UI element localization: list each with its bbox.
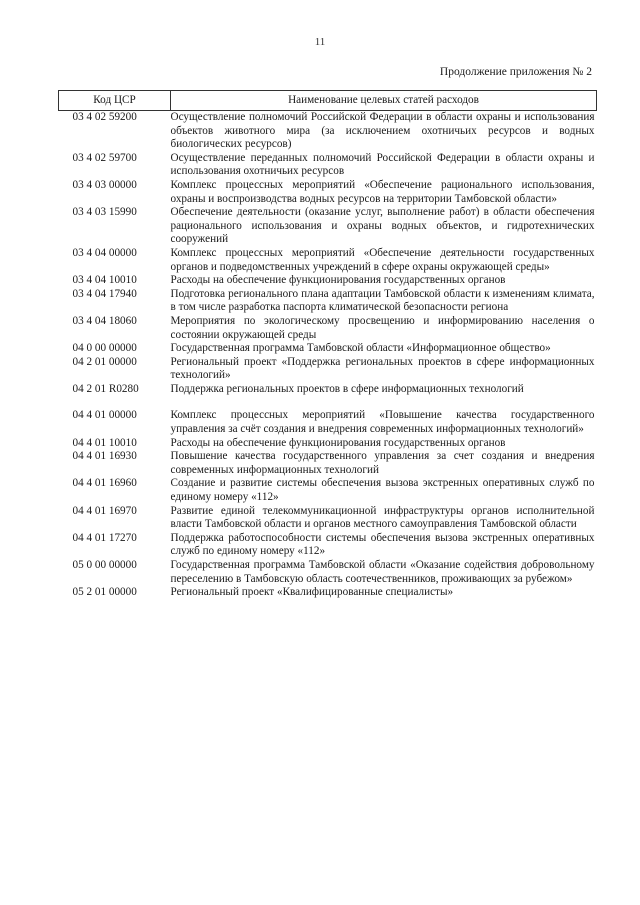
row-code: 04 2 01 00000 — [72, 355, 137, 368]
table-row — [59, 396, 597, 436]
table-row — [59, 437, 597, 451]
row-code: 03 4 04 00000 — [72, 246, 137, 259]
table-row — [59, 450, 597, 477]
row-name: Обеспечение деятельности (оказание услуг, выполнение работ) в области обеспечения рационального использования и охраны водных объектов, и гидротехнических сооружений — [170, 206, 595, 246]
header-name: Наименование целевых статей расходов — [171, 91, 597, 111]
row-code: 04 0 00 00000 — [72, 342, 137, 355]
table-row — [59, 111, 597, 152]
row-name: Осуществление переданных полномочий Российской Федерации в области охраны и использования охотничьих ресурсов — [170, 151, 595, 178]
table-row — [59, 342, 597, 356]
row-code: 05 2 01 00000 — [72, 586, 137, 599]
row-name: Государственная программа Тамбовской области «Информационное общество» — [170, 342, 551, 355]
table-row — [59, 477, 597, 504]
row-name: Осуществление полномочий Российской Федерации в области охраны и использования объектов животного мира (за исключением охотничьих ресурсов и водных биологических ресурсов) — [170, 111, 595, 151]
row-name: Комплекс процессных мероприятий «Обеспечение деятельности государственных органов и подведомственных учреждений в сфере охраны окружающей среды» — [170, 246, 595, 273]
table-row — [59, 586, 597, 600]
row-code: 04 4 01 16930 — [72, 450, 137, 463]
row-name: Государственная программа Тамбовской области «Оказание содействия добровольному переселению в Тамбовскую область соотечественников, проживающих за рубежом» — [170, 559, 595, 585]
row-code: 04 4 01 17270 — [72, 531, 137, 544]
table-row — [59, 288, 597, 315]
table-row — [59, 206, 597, 247]
target-articles-table — [58, 90, 597, 600]
row-code: 04 2 01 R0280 — [72, 382, 139, 395]
row-code: 03 4 03 15990 — [72, 206, 137, 219]
appendix-continuation-label: Продолжение приложения № 2 — [439, 66, 592, 78]
table-row — [59, 152, 597, 179]
row-code: 03 4 04 10010 — [72, 274, 137, 287]
table-row — [59, 532, 597, 559]
table-row — [59, 383, 597, 397]
table-row — [59, 315, 597, 342]
row-name: Расходы на обеспечение функционирования государственных органов — [170, 274, 506, 287]
row-code: 03 4 03 00000 — [72, 178, 137, 191]
row-name: Мероприятия по экологическому просвещению и информированию населения о состоянии окружающей среды — [170, 314, 595, 341]
row-name: Региональный проект «Поддержка региональных проектов в сфере информационных технологий» — [170, 355, 595, 382]
row-code: 05 0 00 00000 — [72, 559, 137, 571]
row-code: 03 4 04 17940 — [72, 287, 137, 300]
row-code: 03 4 04 18060 — [72, 314, 137, 327]
table-row — [59, 505, 597, 532]
table-row — [59, 274, 597, 288]
table-header-row — [59, 91, 597, 111]
row-name: Создание и развитие системы обеспечения вызова экстренных оперативных служб по единому номеру «112» — [170, 477, 595, 504]
row-name: Поддержка региональных проектов в сфере информационных технологий — [170, 382, 524, 395]
row-code: 04 4 01 00000 — [72, 409, 137, 422]
table-row — [59, 559, 597, 586]
table-row — [59, 356, 597, 383]
row-name: Повышение качества государственного управления за счет создания и внедрения современных информационных технологий — [170, 450, 595, 476]
table-row — [59, 179, 597, 206]
row-name: Подготовка регионального плана адаптации Тамбовской области к изменениям климата, в том числе разработка паспорта климатической безопасности региона — [170, 287, 595, 314]
page-number: 11 — [314, 36, 326, 48]
row-name: Расходы на обеспечение функционирования государственных органов — [170, 436, 506, 449]
row-code: 03 4 02 59200 — [72, 111, 137, 123]
row-name: Развитие единой телекоммуникационной инфраструктуры органов исполнительной власти Тамбовской области и органов местного самоуправления Тамбовской области — [170, 504, 595, 531]
row-name: Региональный проект «Квалифицированные специалисты» — [170, 586, 454, 599]
row-name: Поддержка работоспособности системы обеспечения вызова экстренных оперативных служб по единому номеру «112» — [170, 531, 595, 558]
table-body — [59, 111, 597, 600]
row-name: Комплекс процессных мероприятий «Повышение качества государственного управления за счёт создания и внедрения современных информационных технологий» — [170, 409, 595, 436]
row-code: 04 4 01 16970 — [72, 504, 137, 517]
row-name: Комплекс процессных мероприятий «Обеспечение рационального использования, охраны и воспроизводства водных ресурсов на территории Тамбовской области» — [170, 178, 595, 205]
row-code: 04 4 01 10010 — [72, 436, 137, 449]
row-code: 03 4 02 59700 — [72, 151, 137, 164]
header-code: Код ЦСР — [59, 91, 171, 111]
table-row — [59, 247, 597, 274]
row-code: 04 4 01 16960 — [72, 477, 137, 490]
